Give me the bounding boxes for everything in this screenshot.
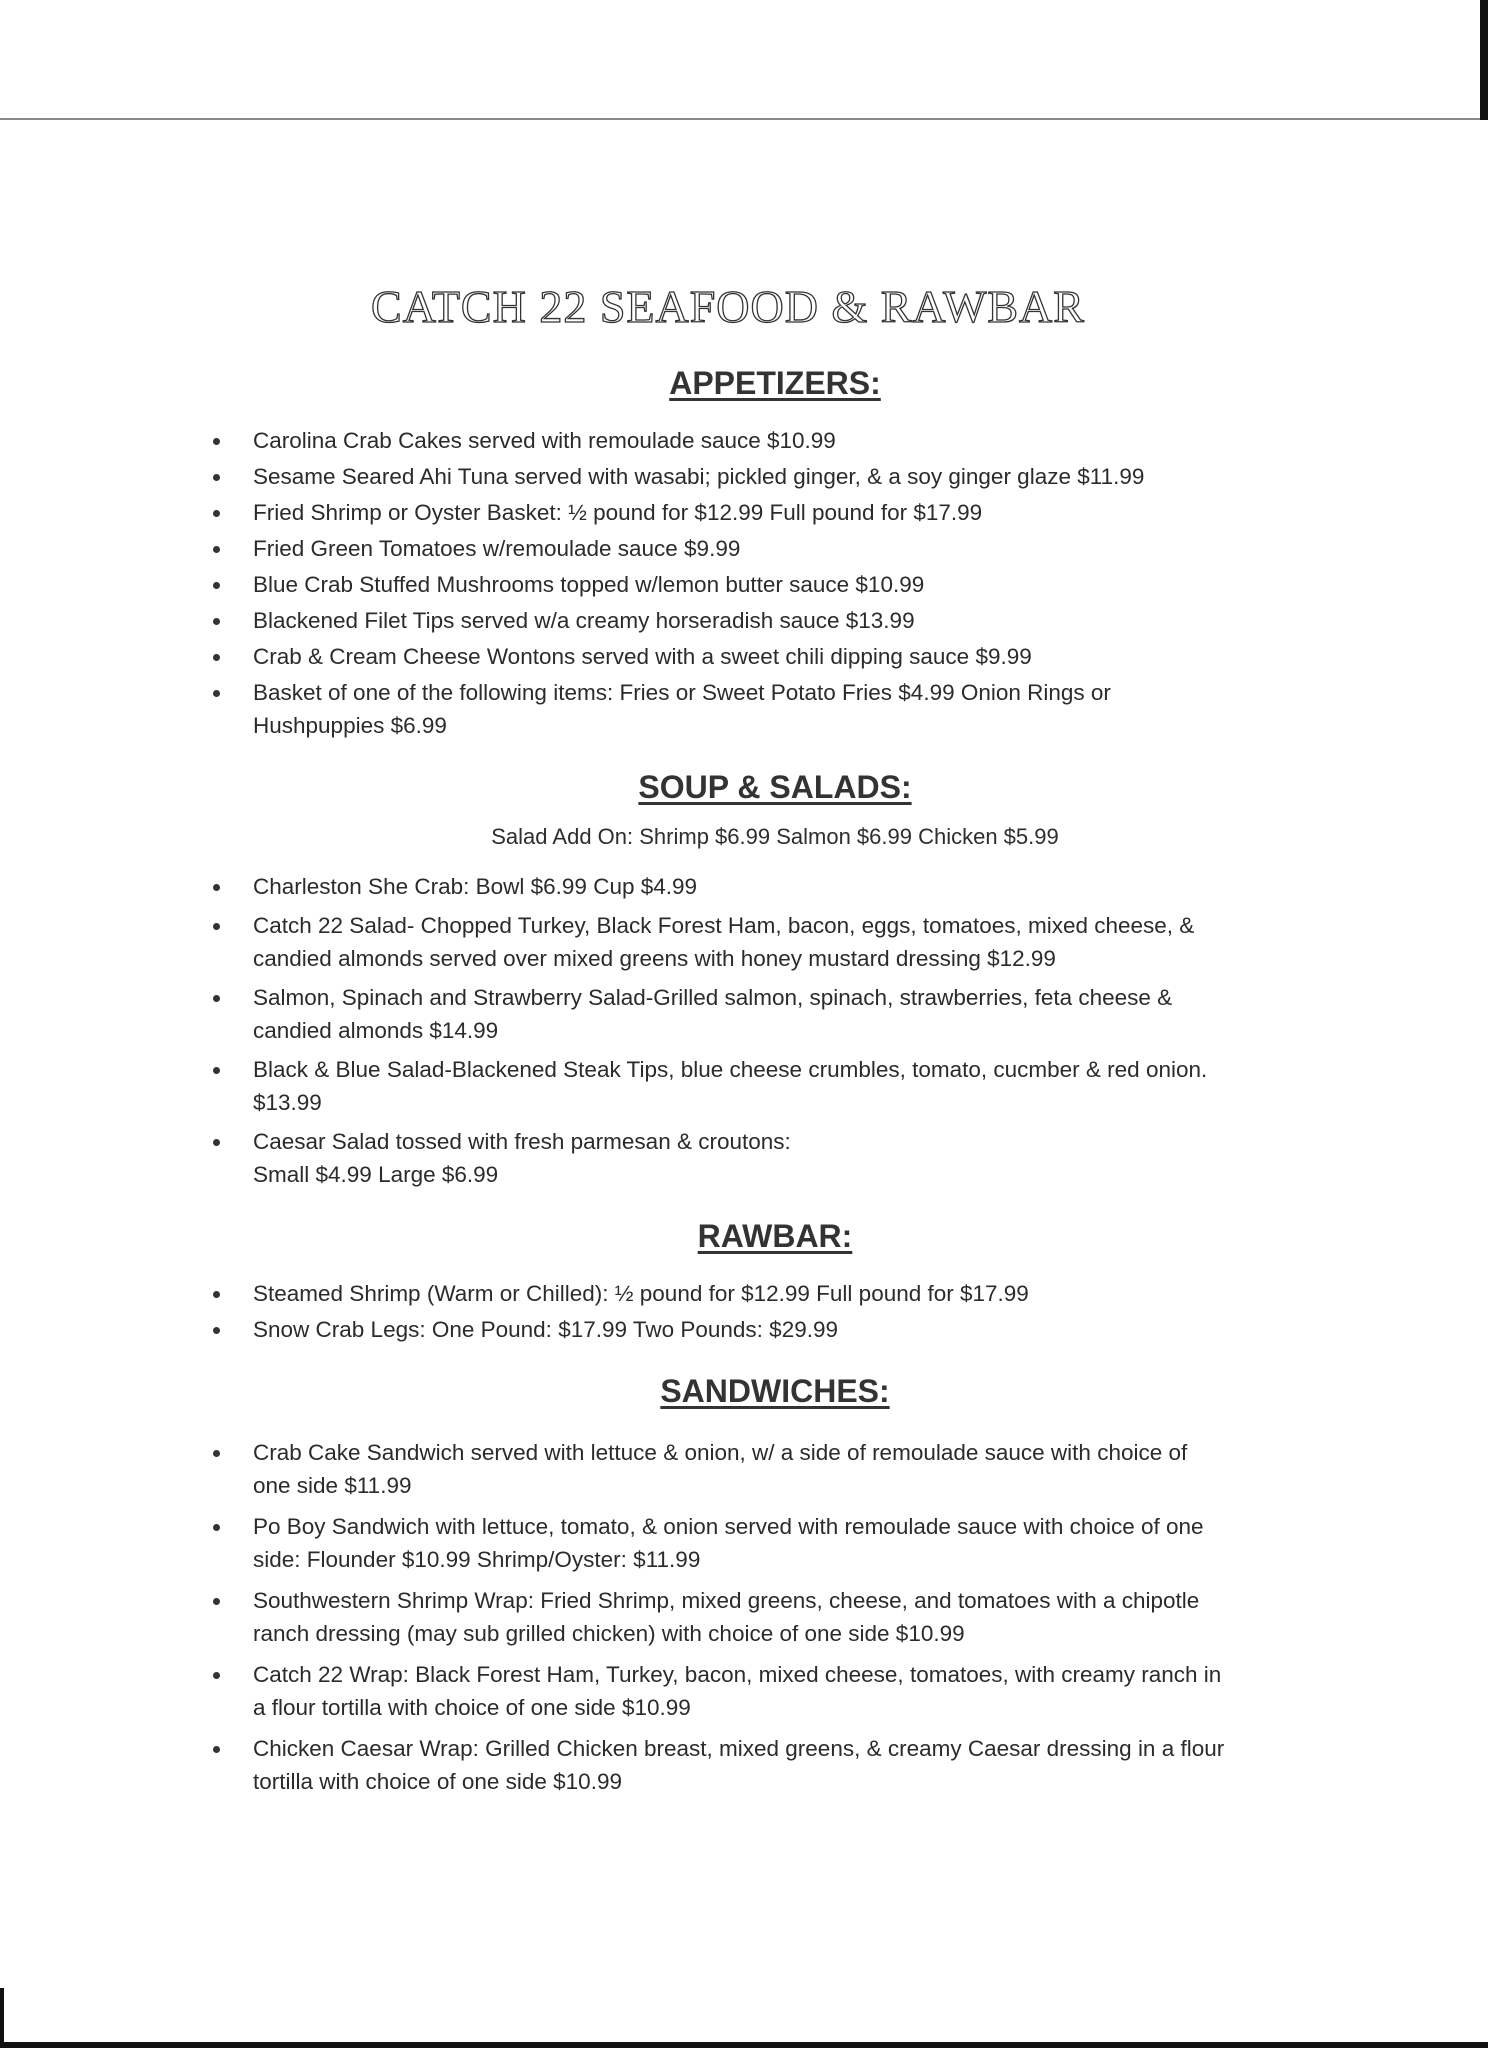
restaurant-title: CATCH 22 SEAFOOD & RAWBAR (371, 281, 1085, 332)
scan-border (1480, 0, 1488, 120)
list-item: Salmon, Spinach and Strawberry Salad-Grilled salmon, spinach, strawberries, feta cheese & candied almonds $14.99 (205, 981, 1325, 1047)
list-item: Fried Shrimp or Oyster Basket: ½ pound for $12.99 Full pound for $17.99 (205, 496, 1325, 529)
bullet-icon (213, 1598, 220, 1605)
bullet-icon (213, 1450, 220, 1457)
section-sandwiches (205, 1368, 1325, 1798)
bullet-icon (213, 1291, 220, 1298)
bullet-icon (213, 1672, 220, 1679)
bullet-icon (213, 510, 220, 517)
list-item: Crab Cake Sandwich served with lettuce & onion, w/ a side of remoulade sauce with choice of one side $11.99 (205, 1436, 1325, 1502)
section-heading-appetizers: APPETIZERS: (669, 365, 881, 401)
appetizers-list (205, 424, 1325, 742)
section-appetizers (205, 360, 1325, 742)
list-item: Steamed Shrimp (Warm or Chilled): ½ pound for $12.99 Full pound for $17.99 (205, 1277, 1325, 1310)
list-item: Caesar Salad tossed with fresh parmesan & croutons: Small $4.99 Large $6.99 (205, 1125, 1325, 1191)
list-item: Fried Green Tomatoes w/remoulade sauce $9.99 (205, 532, 1325, 565)
bullet-icon (213, 1327, 220, 1334)
scan-border-bottom (0, 2042, 1488, 2048)
section-rawbar (205, 1213, 1325, 1346)
list-item: Black & Blue Salad-Blackened Steak Tips, blue cheese crumbles, tomato, cucmber & red onion. $13.99 (205, 1053, 1325, 1119)
bullet-icon (213, 582, 220, 589)
list-item: Southwestern Shrimp Wrap: Fried Shrimp, mixed greens, cheese, and tomatoes with a chipotle ranch dressing (may sub grilled chicken) with choice of one side $10.99 (205, 1584, 1325, 1650)
bullet-icon (213, 1746, 220, 1753)
bullet-icon (213, 618, 220, 625)
bullet-icon (213, 654, 220, 661)
list-item: Chicken Caesar Wrap: Grilled Chicken breast, mixed greens, & creamy Caesar dressing in a flour tortilla with choice of one side $10.99 (205, 1732, 1325, 1798)
list-item: Catch 22 Salad- Chopped Turkey, Black Forest Ham, bacon, eggs, tomatoes, mixed cheese, & candied almonds served over mixed greens with honey mustard dressing $12.99 (205, 909, 1325, 975)
list-item: Crab & Cream Cheese Wontons served with a sweet chili dipping sauce $9.99 (205, 640, 1325, 673)
bullet-icon (213, 546, 220, 553)
bullet-icon (213, 474, 220, 481)
section-heading-soup-salads: SOUP & SALADS: (638, 769, 912, 805)
salad-add-on-note: Salad Add On: Shrimp $6.99 Salmon $6.99 Chicken $5.99 (491, 824, 1059, 849)
section-heading-rawbar: RAWBAR: (697, 1218, 853, 1254)
bullet-icon (213, 1139, 220, 1146)
bullet-icon (213, 884, 220, 891)
bullet-icon (213, 690, 220, 697)
soup-salads-list (205, 870, 1325, 1191)
list-item: Carolina Crab Cakes served with remoulade sauce $10.99 (205, 424, 1325, 457)
scan-edge-line (0, 118, 1488, 120)
section-heading-sandwiches: SANDWICHES: (660, 1373, 890, 1409)
bullet-icon (213, 995, 220, 1002)
bullet-icon (213, 438, 220, 445)
bullet-icon (213, 1524, 220, 1531)
bullet-icon (213, 923, 220, 930)
section-soup-salads (205, 764, 1325, 1191)
list-item: Snow Crab Legs: One Pound: $17.99 Two Pounds: $29.99 (205, 1313, 1325, 1346)
list-item: Catch 22 Wrap: Black Forest Ham, Turkey, bacon, mixed cheese, tomatoes, with creamy ranch in a flour tortilla with choice of one side $10.99 (205, 1658, 1325, 1724)
list-item: Basket of one of the following items: Fries or Sweet Potato Fries $4.99 Onion Rings or Hushpuppies $6.99 (205, 676, 1325, 742)
sandwiches-list (205, 1436, 1325, 1798)
list-item: Sesame Seared Ahi Tuna served with wasabi; pickled ginger, & a soy ginger glaze $11.99 (205, 460, 1325, 493)
menu-content (205, 360, 1325, 1798)
bullet-icon (213, 1067, 220, 1074)
rawbar-list (205, 1277, 1325, 1346)
list-item: Charleston She Crab: Bowl $6.99 Cup $4.99 (205, 870, 1325, 903)
list-item: Blackened Filet Tips served w/a creamy horseradish sauce $13.99 (205, 604, 1325, 637)
list-item: Blue Crab Stuffed Mushrooms topped w/lemon butter sauce $10.99 (205, 568, 1325, 601)
list-item: Po Boy Sandwich with lettuce, tomato, & onion served with remoulade sauce with choice of one side: Flounder $10.99 Shrimp/Oyster: $11.99 (205, 1510, 1325, 1576)
scan-border-corner (0, 1988, 4, 2048)
